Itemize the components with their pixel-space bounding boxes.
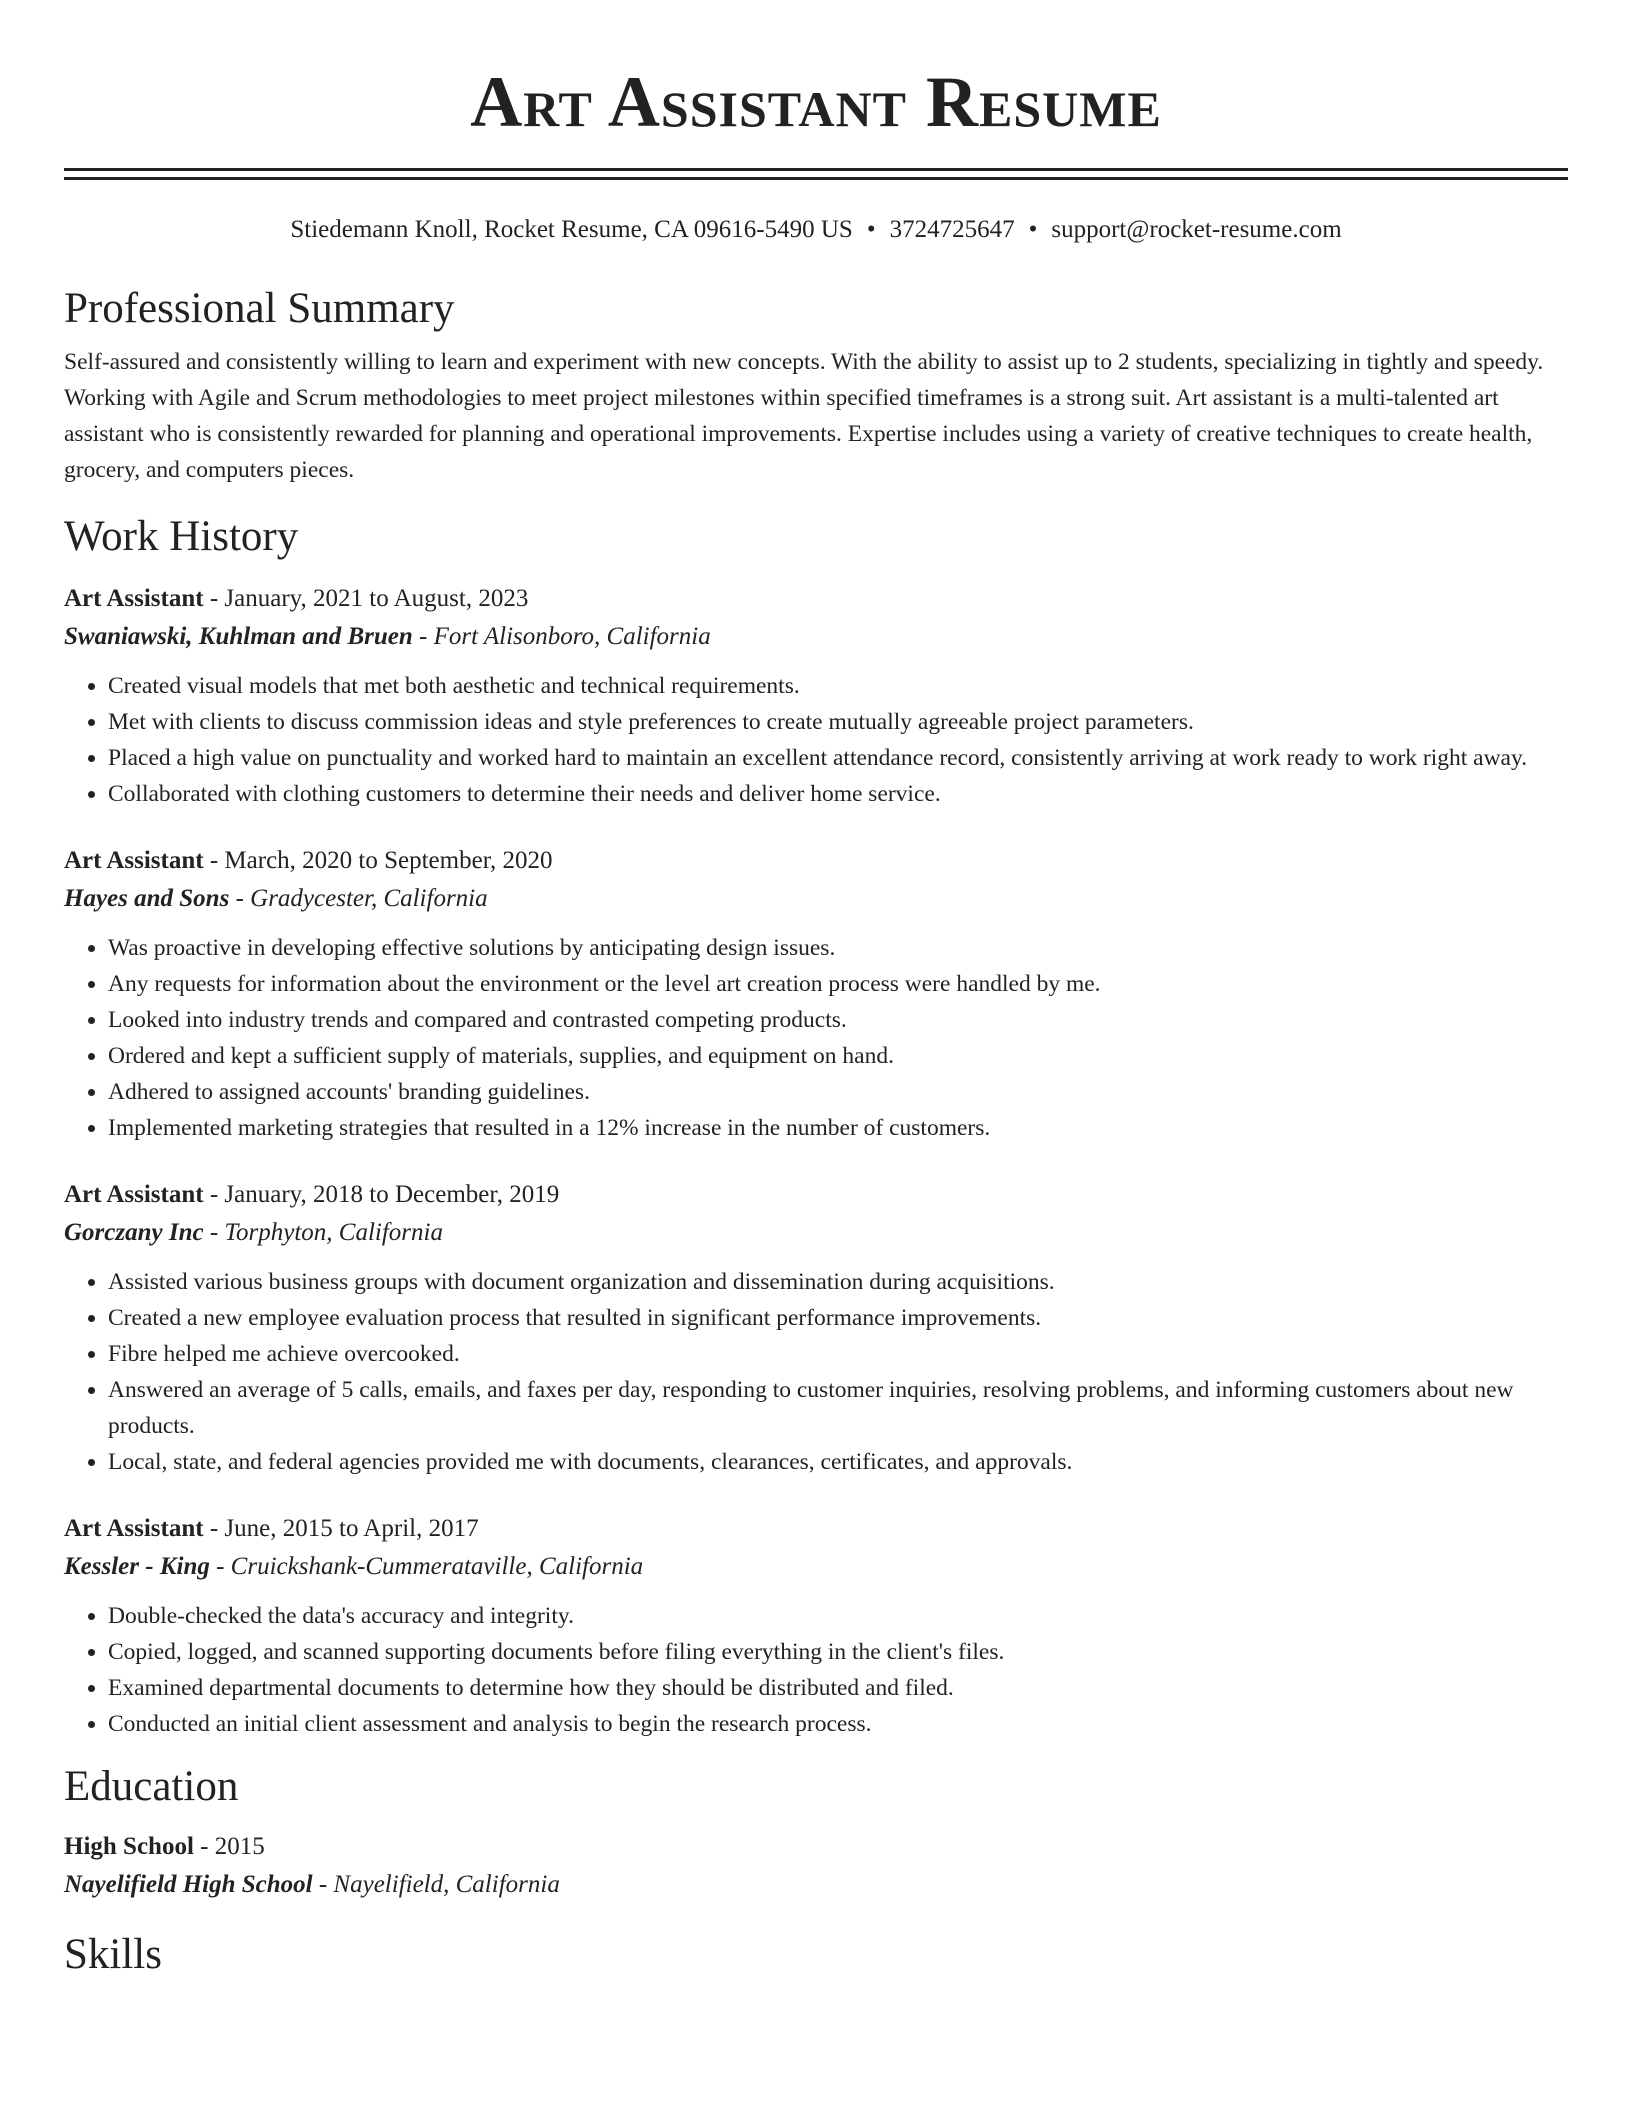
- summary-heading: Professional Summary: [64, 285, 455, 332]
- job-bullet: • Implemented marketing strategies that resulted in a 12% increase in the number of customers.: [108, 1110, 1568, 1146]
- school-line: [64, 1866, 1568, 1904]
- job-bullet: • Assisted various business groups with document organization and dissemination during acquisitions.: [108, 1264, 1568, 1300]
- job-title-line: [64, 1176, 1568, 1214]
- job-title-line: [64, 842, 1568, 880]
- company-line: [64, 1548, 1568, 1586]
- summary-section: [64, 284, 1568, 488]
- job-entry: [64, 842, 1568, 1146]
- job-bullet: • Looked into industry trends and compared and contrasted competing products.: [108, 1002, 1568, 1038]
- job-bullet: • Answered an average of 5 calls, emails, and faxes per day, responding to customer inquiries, resolving problems, and informing customers about new products.: [108, 1372, 1568, 1444]
- degree-line: [64, 1828, 1568, 1866]
- title-divider-top: [64, 168, 1568, 171]
- company-line: [64, 1214, 1568, 1252]
- job-dates: - January, 2018 to December, 2019: [203, 1181, 560, 1208]
- job-bullet: • Adhered to assigned accounts' branding guidelines.: [108, 1074, 1568, 1110]
- school-name: Nayelifield High School: [64, 1871, 313, 1898]
- company-location: - Fort Alisonboro, California: [412, 623, 711, 650]
- contact-email: support@rocket-resume.com: [1051, 216, 1342, 243]
- job-bullets: [64, 1598, 1568, 1742]
- resume-title: Art Assistant Resume: [470, 62, 1162, 142]
- work-history-heading: Work History: [64, 513, 299, 560]
- company-name: Swaniawski, Kuhlman and Bruen: [64, 623, 413, 650]
- skills-heading: Skills: [64, 1931, 162, 1978]
- contact-phone: 3724725647: [889, 216, 1015, 243]
- title-divider-bottom: [64, 177, 1568, 180]
- job-bullet: • Conducted an initial client assessment and analysis to begin the research process.: [108, 1706, 1568, 1742]
- contact-line: [64, 214, 1568, 246]
- job-entry: [64, 1510, 1568, 1742]
- school-location: - Nayelifield, California: [312, 1871, 560, 1898]
- job-entry: [64, 580, 1568, 812]
- job-entry: [64, 1176, 1568, 1480]
- job-bullets: [64, 668, 1568, 812]
- job-bullet: • Collaborated with clothing customers to determine their needs and deliver home service.: [108, 776, 1568, 812]
- job-title: Art Assistant: [64, 847, 204, 874]
- summary-text: Self-assured and consistently willing to learn and experiment with new concepts. With the ability to assist up to 2 students, specializing in tightly and speedy. Working with Agile and Scrum methodologies to meet project milestones within specified timeframes is a strong suit. Art assistant is a multi-talented art assistant who is consistently rewarded for planning and operational improvements. Expertise includes using a variety of creative techniques to create health, grocery, and computers pieces.: [64, 349, 1544, 483]
- job-dates: - June, 2015 to April, 2017: [203, 1515, 479, 1542]
- job-bullet: • Copied, logged, and scanned supporting documents before filing everything in the client's files.: [108, 1634, 1568, 1670]
- company-location: - Cruickshank-Cummerataville, California: [209, 1553, 644, 1580]
- contact-separator: •: [1028, 216, 1038, 243]
- skills-section: [64, 1930, 1568, 1980]
- company-line: [64, 618, 1568, 656]
- job-bullet: • Created a new employee evaluation process that resulted in significant performance improvements.: [108, 1300, 1568, 1336]
- company-name: Kessler - King: [64, 1553, 210, 1580]
- job-bullet: • Fibre helped me achieve overcooked.: [108, 1336, 1568, 1372]
- job-bullet: • Local, state, and federal agencies provided me with documents, clearances, certificates, and approvals.: [108, 1444, 1568, 1480]
- job-bullet: • Examined departmental documents to determine how they should be distributed and filed.: [108, 1670, 1568, 1706]
- contact-address: Stiedemann Knoll, Rocket Resume, CA 09616-5490 US: [290, 216, 853, 243]
- company-location: - Torphyton, California: [203, 1219, 443, 1246]
- company-name: Hayes and Sons: [64, 885, 230, 912]
- education-heading: Education: [64, 1763, 239, 1810]
- job-bullets: [64, 1264, 1568, 1480]
- job-title: Art Assistant: [64, 1181, 204, 1208]
- job-dates: - March, 2020 to September, 2020: [203, 847, 553, 874]
- job-bullet: • Any requests for information about the environment or the level art creation process were handled by me.: [108, 966, 1568, 1002]
- job-bullet: • Double-checked the data's accuracy and integrity.: [108, 1598, 1568, 1634]
- job-title: Art Assistant: [64, 585, 204, 612]
- job-bullet: • Created visual models that met both aesthetic and technical requirements.: [108, 668, 1568, 704]
- job-bullet: • Was proactive in developing effective solutions by anticipating design issues.: [108, 930, 1568, 966]
- company-location: - Gradycester, California: [229, 885, 488, 912]
- education-section: [64, 1762, 1568, 1904]
- job-bullet: • Met with clients to discuss commission ideas and style preferences to create mutually agreeable project parameters.: [108, 704, 1568, 740]
- job-title: Art Assistant: [64, 1515, 204, 1542]
- company-line: [64, 880, 1568, 918]
- graduation-year: - 2015: [193, 1833, 265, 1860]
- degree: High School: [64, 1833, 194, 1860]
- job-title-line: [64, 1510, 1568, 1548]
- work-history-section: [64, 512, 1568, 1742]
- job-title-line: [64, 580, 1568, 618]
- education-entry: [64, 1828, 1568, 1904]
- company-name: Gorczany Inc: [64, 1219, 204, 1246]
- contact-separator: •: [866, 216, 876, 243]
- job-bullets: [64, 930, 1568, 1146]
- job-bullet: • Ordered and kept a sufficient supply of materials, supplies, and equipment on hand.: [108, 1038, 1568, 1074]
- job-bullet: • Placed a high value on punctuality and worked hard to maintain an excellent attendance record, consistently arriving at work ready to work right away.: [108, 740, 1568, 776]
- job-dates: - January, 2021 to August, 2023: [203, 585, 529, 612]
